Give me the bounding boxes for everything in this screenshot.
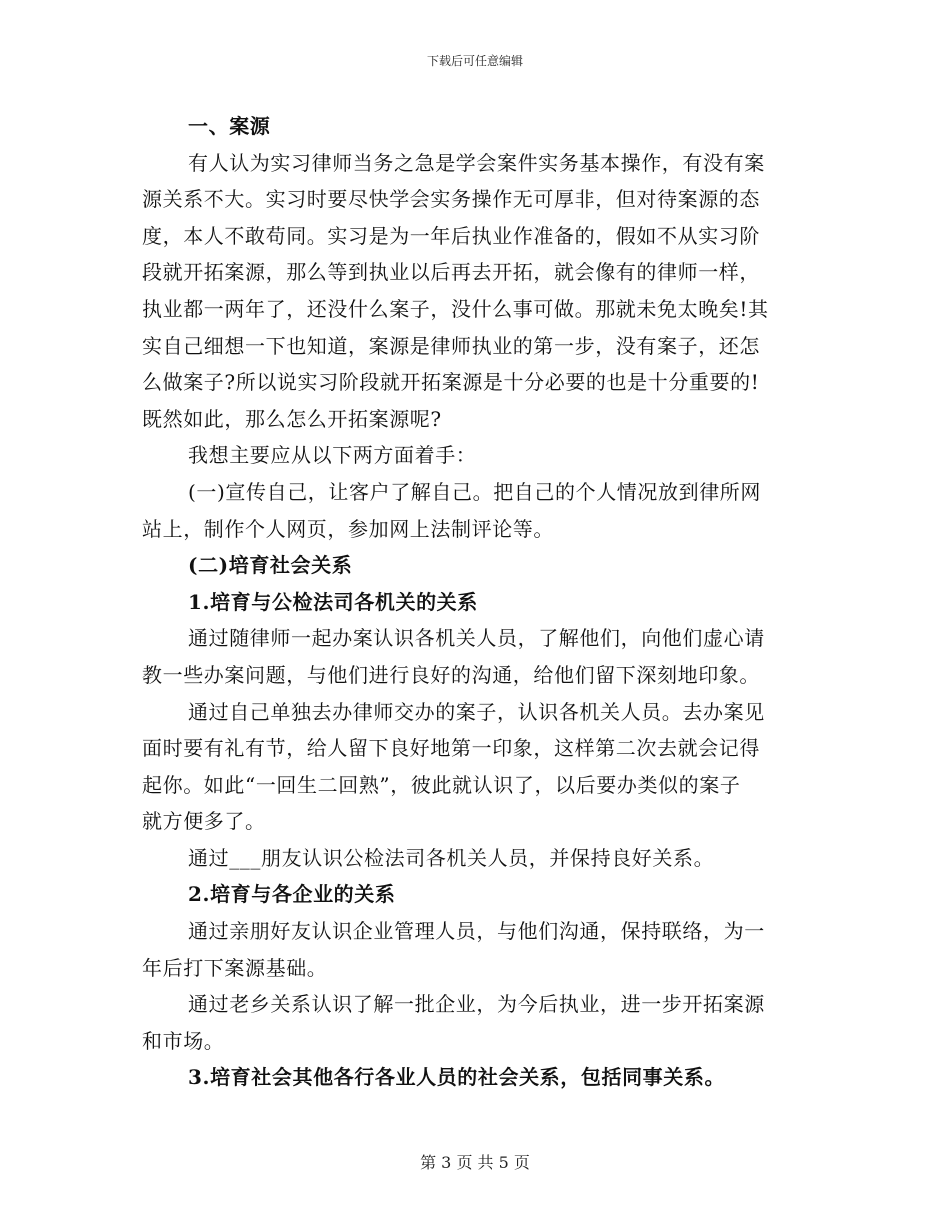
paragraph-line: 起你。如此“一回生二回熟”，彼此就认识了，以后要办类似的案子 — [142, 772, 741, 797]
subsection-heading: 1.培育与公检法司各机关的关系 — [188, 589, 478, 614]
paragraph-line: 就方便多了。 — [142, 809, 266, 834]
paragraph-line: 实自己细想一下也知道，案源是律师执业的第一步，没有案子，还怎 — [142, 333, 760, 358]
paragraph-line: 源关系不大。实习时要尽快学会实务操作无可厚非，但对待案源的态 — [142, 187, 760, 212]
paragraph-line: 通过___朋友认识公检法司各机关人员，并保持良好关系。 — [188, 845, 715, 870]
section-heading-case-source: 一、案源 — [188, 114, 271, 138]
header-note: 下载后可任意编辑 — [426, 54, 523, 68]
paragraph-line: 通过自己单独去办律师交办的案子，认识各机关人员。去办案见 — [188, 699, 765, 724]
paragraph-line: 执业都一两年了，还没什么案子，没什么事可做。那就未免太晚矣!其 — [142, 296, 769, 321]
paragraph-line: 么做案子?所以说实习阶段就开拓案源是十分必要的也是十分重要的! — [142, 370, 760, 395]
subsection-heading: 3.培育社会其他各行各业人员的社会关系，包括同事关系。 — [188, 1065, 726, 1090]
page-number: 第 3 页 共 5 页 — [420, 1153, 530, 1172]
paragraph-line: 我想主要应从以下两方面着手： — [188, 443, 477, 468]
paragraph-line: 和市场。 — [142, 1028, 225, 1053]
paragraph-line: 通过亲朋好友认识企业管理人员，与他们沟通，保持联络，为一 — [188, 919, 765, 944]
subsection-heading: (二)培育社会关系 — [188, 553, 353, 578]
paragraph-line: 有人认为实习律师当务之急是学会案件实务基本操作，有没有案 — [188, 150, 765, 175]
document-body — [142, 108, 810, 1096]
paragraph-line: 既然如此，那么怎么开拓案源呢? — [142, 406, 442, 431]
paragraph-line: 段就开拓案源，那么等到执业以后再去开拓，就会像有的律师一样， — [142, 260, 760, 285]
paragraph-line: 站上，制作个人网页，参加网上法制评论等。 — [142, 516, 554, 541]
paragraph-line: 教一些办案问题，与他们进行良好的沟通，给他们留下深刻地印象。 — [142, 662, 760, 687]
subsection-heading: 2.培育与各企业的关系 — [188, 882, 396, 907]
paragraph-line: 通过随律师一起办案认识各机关人员，了解他们，向他们虚心请 — [188, 626, 765, 651]
paragraph-line: (一)宣传自己，让客户了解自己。把自己的个人情况放到律所网 — [188, 479, 762, 504]
paragraph-line: 度，本人不敢苟同。实习是为一年后执业作准备的，假如不从实习阶 — [142, 223, 760, 248]
paragraph-line: 通过老乡关系认识了解一批企业，为今后执业，进一步开拓案源 — [188, 992, 765, 1017]
paragraph-line: 面时要有礼有节，给人留下良好地第一印象，这样第二次去就会记得 — [142, 736, 760, 761]
paragraph-line: 年后打下案源基础。 — [142, 955, 328, 980]
